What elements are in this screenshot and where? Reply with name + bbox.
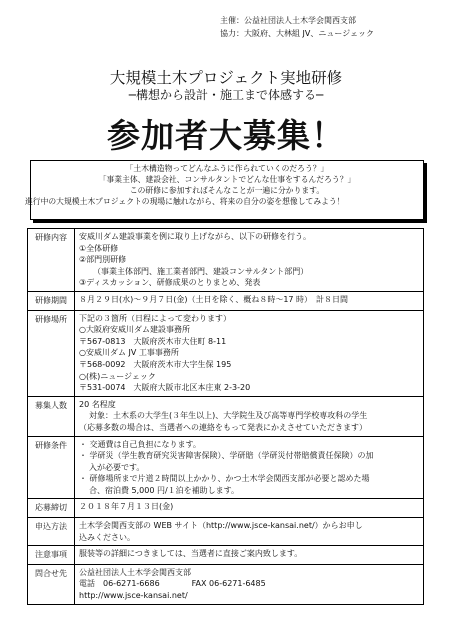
contact-line: 公益社団法人土木学会関西支部 (79, 567, 191, 577)
row-label: 研修内容 (28, 229, 75, 292)
apply-line: 込みください。 (79, 532, 135, 542)
intro-line: この研修に参加すればそんなことが一遍に分かります。 (129, 186, 325, 195)
place-line: 〒531-0074 大阪府大阪市北区本庄東 2-3-20 (79, 383, 251, 393)
count-line: 対象：土木系の大学生(３年生以上)、大学院生及び高等専門学校専攻科の学生 (89, 411, 368, 421)
intro-line: 「土木構造物ってどんなふうに作られていくのだろう？」 (125, 164, 329, 173)
content-line: 安威川ダム建設事業を例に取り上げながら、以下の研修を行う。 (79, 232, 311, 241)
row-value: ２０１８年７月１３日(金) (75, 499, 424, 518)
table-row (28, 396, 424, 436)
content-line: ③ディスカッション、研修成果のとりまとめ、発表 (79, 278, 261, 288)
row-value (75, 396, 424, 436)
table-row (28, 310, 424, 396)
row-value (75, 310, 424, 396)
content-line: （事業主体部門、施工業者部門、建設コンサルタント部門） (93, 266, 309, 276)
row-label: 研修期間 (28, 291, 75, 310)
table-row (28, 436, 424, 499)
table-row (28, 291, 424, 310)
place-line: ○安威川ダム JV 工事事務所 (79, 348, 179, 358)
recruitment-headline: 参加者大募集！ (107, 116, 345, 155)
condition-line: ・ 交通費は自己負担になります。 (79, 439, 201, 449)
row-label: 問合せ先 (28, 564, 75, 604)
table-row (28, 546, 424, 565)
intro-line: 進行中の大規模土木プロジェクトの現場に触れながら、将来の自分の姿を想像してみよう！ (25, 197, 345, 206)
place-line: 下記の３箇所（日程によって変わります） (79, 313, 231, 323)
sponsor-block (220, 14, 374, 40)
contact-url: http://www.jsce-kansai.net/ (79, 591, 188, 601)
row-label: 研修場所 (28, 310, 75, 396)
table-row (28, 229, 424, 292)
organizer-text: 主催：公益社団法人土木学会関西支部 (220, 16, 356, 25)
row-value (75, 436, 424, 499)
apply-line: 土木学会関西支部の WEB サイト（http://www.jsce-kansai.net/）からお申し (79, 521, 363, 531)
place-line: 〒567-0813 大阪府茨木市大住町 8-11 (79, 336, 227, 346)
place-line: 〒568-0092 大阪府茨木市大字生保 195 (79, 359, 232, 369)
row-label: 応募締切 (28, 499, 75, 518)
row-label: 募集人数 (28, 396, 75, 436)
row-value (75, 564, 424, 604)
row-label: 研修条件 (28, 436, 75, 499)
content-line: ②部門別研修 (79, 255, 127, 265)
row-value: 服装等の詳細につきましては、当選者に直接ご案内致します。 (75, 546, 424, 565)
table-row (28, 518, 424, 546)
condition-line: 入が必要です。 (89, 462, 145, 472)
table-row (28, 499, 424, 518)
row-label: 申込方法 (28, 518, 75, 546)
row-value (75, 518, 424, 546)
details-table (27, 228, 424, 605)
row-value (75, 229, 424, 292)
content-line: ①全体研修 (79, 243, 119, 253)
cooperator-text: 協力：大阪府、大林組 JV、ニュージェック (220, 29, 375, 38)
event-title: 大規模土木プロジェクト実地研修 (109, 69, 343, 87)
event-subtitle: ─構想から設計・施工まで体感する─ (128, 88, 324, 102)
count-line: （応募多数の場合は、当選者への連絡をもって発表にかえさせていただきます） (79, 422, 367, 432)
table-row (28, 564, 424, 604)
contact-line: 電話 06-6271-6686 FAX 06-6271-6485 (79, 579, 266, 589)
row-label: 注意事項 (28, 546, 75, 565)
condition-line: 合、宿泊費 5,000 円/１泊を補助します。 (89, 485, 240, 495)
condition-line: ・ 研修場所まで片道２時間以上かかり、かつ土木学会関西支部が必要と認めた場 (79, 474, 370, 484)
intro-line: 「事業主体、建設会社、コンサルタントでどんな仕事をするんだろう？」 (98, 175, 356, 184)
intro-box (25, 160, 424, 220)
condition-line: ・ 学研災（学生教育研究災害障害保険）、学研賠（学研災付帯賠償責任保険）の加 (79, 451, 374, 461)
place-line: ○大阪府安威川ダム建設事務所 (79, 325, 190, 335)
count-line: 20 名程度 (79, 399, 116, 409)
place-line: ○(株)ニュージェック (79, 371, 156, 381)
row-value: ８月２９日(水)～９月７日(金)（土日を除く、概ね８時～17 時） 計８日間 (75, 291, 424, 310)
